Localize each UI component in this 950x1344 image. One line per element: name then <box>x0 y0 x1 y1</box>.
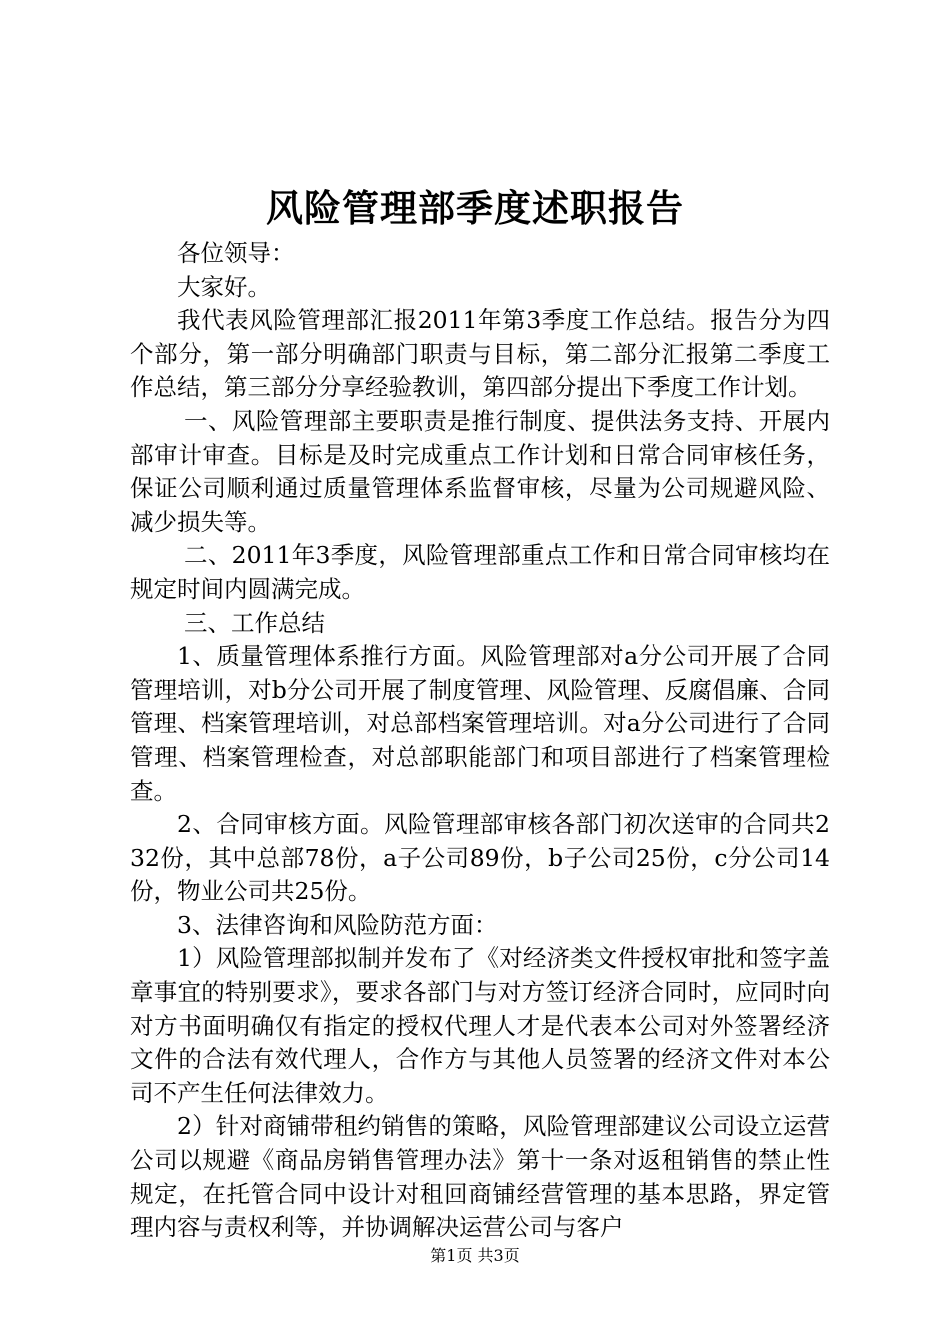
paragraph-subitem-1: 1）风险管理部拟制并发布了《对经济类文件授权审批和签字盖章事宜的特别要求》，要求各部门与对方签订经济合同时，应同时向对方书面明确仅有指定的授权代理人才是代表本公司对外签署经济文件的合法有效代理人，合作方与其他人员签署的经济文件对本公司不产生任何法律效力。 <box>130 944 830 1107</box>
paragraph-section-1: 一、风险管理部主要职责是推行制度、提供法务支持、开展内部审计审查。目标是及时完成重点工作计划和日常合同审核任务，保证公司顺利通过质量管理体系监督审核，尽量为公司规避风险、减少损失等。 <box>130 406 830 536</box>
paragraph-item-2: 2、合同审核方面。风险管理部审核各部门初次送审的合同共232份，其中总部78份，a子公司89份，b子公司25份，c分公司14份，物业公司共25份。 <box>130 810 830 906</box>
paragraph-section-2: 二、2011年3季度，风险管理部重点工作和日常合同审核均在规定时间内圆满完成。 <box>130 541 830 603</box>
document-body <box>130 237 830 1245</box>
paragraph-salutation: 各位领导： <box>177 239 295 267</box>
paragraph-intro: 我代表风险管理部汇报2011年第3季度工作总结。报告分为四个部分，第一部分明确部门职责与目标，第二部分汇报第二季度工作总结，第三部分分享经验教训，第四部分提出下季度工作计划。 <box>130 306 830 402</box>
page-number-footer: 第1页 共3页 <box>430 1246 520 1265</box>
paragraph-subitem-2: 2）针对商铺带租约销售的策略，风险管理部建议公司设立运营公司以规避《商品房销售管理办法》第十一条对返租销售的禁止性规定，在托管合同中设计对租回商铺经营管理的基本思路，界定管理内容与责权利等，并协调解决运营公司与客户 <box>130 1112 830 1242</box>
document-title: 风险管理部季度述职报告 <box>266 186 684 230</box>
paragraph-section-3-heading: 三、工作总结 <box>184 608 326 637</box>
paragraph-greeting: 大家好。 <box>177 272 271 301</box>
paragraph-item-1: 1、质量管理体系推行方面。风险管理部对a分公司开展了合同管理培训，对b分公司开展了制度管理、风险管理、反腐倡廉、合同管理、档案管理培训，对总部档案管理培训。对a分公司进行了合同管理、档案管理检查，对总部职能部门和项目部进行了档案管理检查。 <box>130 642 830 805</box>
paragraph-item-3: 3、法律咨询和风险防范方面： <box>177 910 498 939</box>
